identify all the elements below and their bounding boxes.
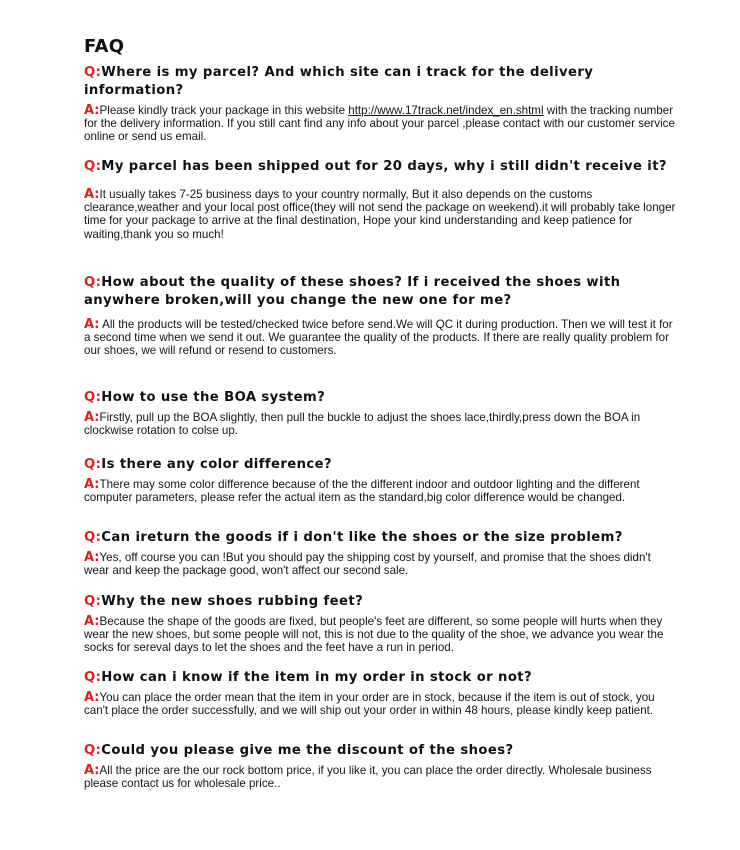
- question: [84, 742, 676, 760]
- faq-item-1: [84, 64, 676, 144]
- answer-text: It usually takes 7-25 business days to your country normally, But it also depends on the customs clearance,weather and your local post office(they will not send the package on weekend).it will probably take longer time for your package to arrive at the final destination, Hope your kind understanding and keep patience for waiting,thank you so much!: [84, 188, 676, 241]
- faq-item-2: [84, 158, 676, 241]
- question: [84, 456, 676, 474]
- a-marker: A:: [84, 187, 100, 202]
- a-marker: A:: [84, 763, 100, 778]
- a-marker: A:: [84, 410, 100, 425]
- answer-text: Because the shape of the goods are fixed, but people's feet are different, so some people will hurts when they wear the new shoes, but some people will not, this is not due to the quality of the shoe, we advance you wear the socks for sereval days to let the shoes and the feet have a run in period.: [84, 615, 664, 655]
- question-text: Where is my parcel? And which site can i track for the delivery information?: [84, 65, 594, 98]
- a-marker: A:: [84, 690, 100, 705]
- question-text: How about the quality of these shoes? If i received the shoes with anywhere broken,will you change the new one for me?: [84, 275, 621, 308]
- q-marker: Q:: [84, 743, 102, 758]
- faq-item-3: [84, 274, 676, 358]
- q-marker: Q:: [84, 594, 102, 609]
- faq-item-8: [84, 669, 676, 717]
- answer-text: You can place the order mean that the item in your order are in stock, because if the item is out of stock, you can't place the order successfully, and we will ship out your order in within 48 hours, please kindly keep patient.: [84, 691, 655, 718]
- question-text: Can ireturn the goods if i don't like the shoes or the size problem?: [101, 530, 623, 545]
- answer-text-cont: with the tracking number for the delivery information. If you still cant find any info about your parcel ,please contact with our customer service online or send us email.: [84, 104, 675, 144]
- question-text: Why the new shoes rubbing feet?: [101, 594, 364, 609]
- question: [84, 274, 676, 310]
- a-marker: A:: [84, 103, 100, 118]
- answer-text: Firstly, pull up the BOA slightly, then pull the buckle to adjust the shoes lace,thirdly,press down the BOA in clockwise rotation to colse up.: [84, 411, 641, 438]
- question: [84, 64, 676, 100]
- answer: [84, 551, 676, 577]
- answer: [84, 318, 676, 358]
- question-text: Is there any color difference?: [101, 457, 332, 472]
- answer-text: All the price are the our rock bottom price, if you like it, you can place the order directly. Wholesale business please contact us for wholesale price..: [84, 764, 652, 791]
- answer: [84, 478, 676, 504]
- q-marker: Q:: [84, 159, 102, 174]
- answer-text: Yes, off course you can !But you should pay the shipping cost by yourself, and promise that the shoes didn't wear and keep the package good, won't affect our second sale.: [84, 551, 651, 578]
- answer: [84, 615, 676, 655]
- faq-item-5: [84, 456, 676, 504]
- answer: [84, 411, 676, 437]
- answer: [84, 691, 676, 717]
- answer-text: All the products will be tested/checked twice before send.We will QC it during production. Then we will test it for a second time when we send it out. We guarantee the quality of the products. If there are really quality problem for our shoes, we will refund or resend to customers.: [84, 318, 673, 358]
- a-marker: A:: [84, 614, 100, 629]
- question-text: My parcel has been shipped out for 20 days, why i still didn't receive it?: [101, 159, 667, 174]
- a-marker: A:: [84, 477, 100, 492]
- faq-item-7: [84, 593, 676, 655]
- q-marker: Q:: [84, 275, 102, 290]
- tracking-link[interactable]: http://www.17track.net/index_en.shtml: [348, 104, 544, 117]
- question: [84, 593, 676, 611]
- q-marker: Q:: [84, 530, 102, 545]
- answer: [84, 188, 676, 241]
- a-marker: A:: [84, 550, 100, 565]
- answer-text: Please kindly track your package in this website: [99, 104, 349, 117]
- q-marker: Q:: [84, 390, 102, 405]
- question-text: Could you please give me the discount of the shoes?: [101, 743, 514, 758]
- answer: [84, 104, 676, 144]
- question-text: How can i know if the item in my order in stock or not?: [101, 670, 533, 685]
- question: [84, 529, 676, 547]
- q-marker: Q:: [84, 457, 102, 472]
- a-marker: A:: [84, 317, 100, 332]
- faq-item-9: [84, 742, 676, 790]
- faq-item-6: [84, 529, 676, 577]
- faq-item-4: [84, 389, 676, 437]
- q-marker: Q:: [84, 65, 102, 80]
- question: [84, 669, 676, 687]
- question: [84, 158, 676, 176]
- answer-text: There may some color difference because of the the different indoor and outdoor lighting and the different computer parameters, please refer the actual item as the standard,big color difference would be changed.: [84, 478, 640, 505]
- answer: [84, 764, 676, 790]
- q-marker: Q:: [84, 670, 102, 685]
- page-title: FAQ: [84, 36, 125, 57]
- question: [84, 389, 676, 407]
- question-text: How to use the BOA system?: [101, 390, 326, 405]
